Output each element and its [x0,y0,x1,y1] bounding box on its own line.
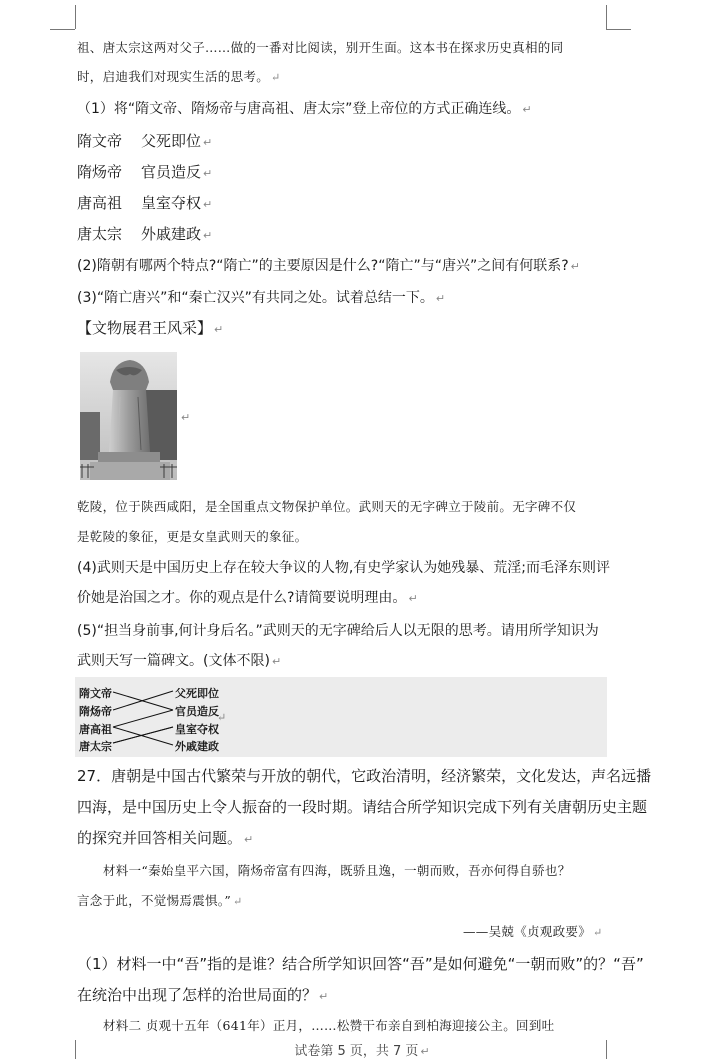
method-3: 皇室夺权 ↵ [141,194,213,212]
method-4: 外戚建政 ↵ [141,225,213,243]
image-return-mark: ↵ [181,411,191,424]
question-27-line-3: 的探究并回答相关问题。 ↵ [77,829,254,847]
material-1-source: ——吴兢《贞观政要》 ↵ [463,924,603,939]
answer-left-4: 唐太宗 [79,740,112,753]
section-title: 【文物展君王风采】 ↵ [77,319,224,337]
question-27-line-1: 27．唐朝是中国古代繁荣与开放的朝代，它政治清明，经济繁荣，文化发达，声名远播 [77,767,652,785]
crop-mark-right [606,5,607,29]
material-1-line-2: 言念于此，不觉惕焉震惧。” ↵ [77,893,243,908]
caption-line-2: 是乾陵的象征，更是女皇武则天的象征。 [77,529,308,544]
question-27-1-line-1: （1）材料一中“吾”指的是谁？结合所学知识回答“吾”是如何避免“一朝而败”的？“吾” [77,955,644,973]
answer-right-4: 外戚建政 [175,740,219,753]
question-4-line-2: 价她是治国之才。你的观点是什么?请简要说明理由。 ↵ [77,590,418,606]
crop-mark-right-h [606,29,631,30]
question-2: (2)隋朝有哪两个特点?“隋亡”的主要原因是什么?“隋亡”与“唐兴”之间有何联系? ↵ [77,258,580,274]
answer-left-2: 隋炀帝 [79,705,112,718]
answer-right-1: 父死即位 [175,687,219,700]
question-3: (3)“隋亡唐兴”和“秦亡汉兴”有共同之处。试着总结一下。 ↵ [77,290,446,306]
question-27-1-line-2: 在统治中出现了怎样的治世局面的？ ↵ [77,986,329,1004]
answer-key-box [75,677,607,757]
question-27-line-2: 四海，是中国历史上令人振奋的一段时期。请结合所学知识完成下列有关唐朝历史主题 [77,798,648,816]
question-1-prompt: （1）将“隋文帝、隋炀帝与唐高祖、唐太宗”登上帝位的方式正确连线。 ↵ [77,101,532,117]
answer-return-mark: ↵ [217,711,227,724]
answer-right-2: 官员造反 [175,705,219,718]
emperor-4: 唐太宗 [77,225,123,243]
page-footer: 试卷第 5 页，共 7 页 ↵ [294,1044,430,1059]
question-5-line-2: 武则天写一篇碑文。(文体不限) ↵ [77,653,282,669]
intro-line-1: 祖、唐太宗这两对父子……做的一番对比阅读，别开生面。这本书在探求历史真相的同 [77,40,564,55]
method-2: 官员造反 ↵ [141,163,213,181]
question-4-line-1: (4)武则天是中国历史上存在较大争议的人物,有史学家认为她残暴、荒淫;而毛泽东则评 [77,560,610,576]
material-2-line-1: 材料二 贞观十五年（641年）正月，……松赞干布亲自到柏海迎接公主。回到吐 [103,1018,555,1033]
emperor-2: 隋炀帝 [77,163,123,181]
method-1: 父死即位 ↵ [141,132,213,150]
caption-line-1: 乾陵，位于陕西咸阳，是全国重点文物保护单位。武则天的无字碑立于陵前。无字碑不仅 [77,499,577,514]
crop-mark-left [75,5,76,29]
answer-left-1: 隋文帝 [79,687,112,700]
answer-right-3: 皇室夺权 [175,723,219,736]
emperor-1: 隋文帝 [77,132,123,150]
answer-key-lines [75,677,607,757]
question-5-line-1: (5)“担当身前事,何计身后名。”武则天的无字碑给后人以无限的思考。请用所学知识为 [77,623,599,639]
crop-mark-left-h [50,29,75,30]
answer-left-3: 唐高祖 [79,723,112,736]
intro-line-2: 时，启迪我们对现实生活的思考。 ↵ [77,69,281,84]
material-1-line-1: 材料一“秦始皇平六国，隋炀帝富有四海，既骄且逸，一朝而败，吾亦何得自骄也？ [103,863,571,878]
wordless-stele-photo [80,352,177,480]
emperor-3: 唐高祖 [77,194,123,212]
